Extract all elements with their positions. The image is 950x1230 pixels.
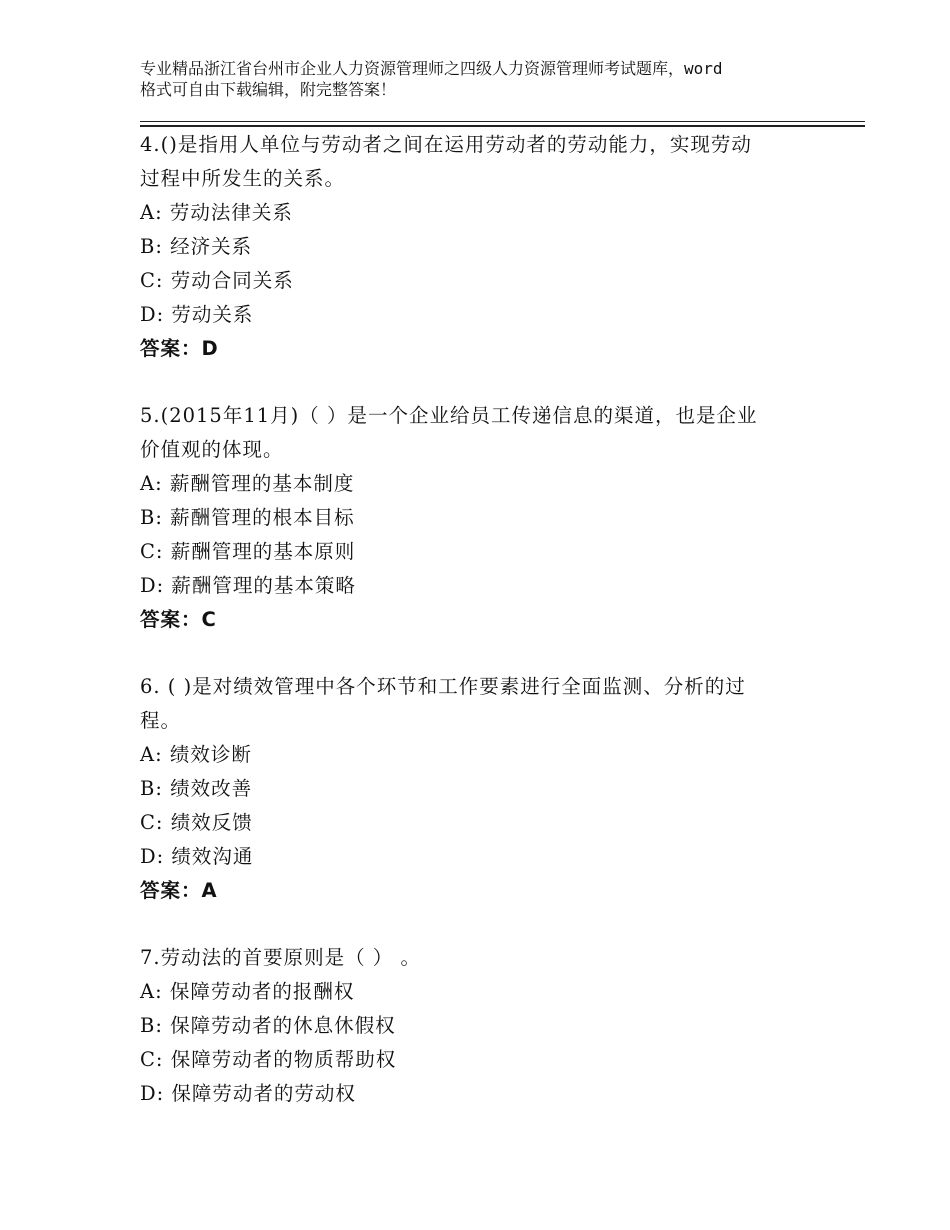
option-b: B: 保障劳动者的休息休假权 [140,1014,396,1037]
header-line-2: 格式可自由下载编辑，附完整答案！ [140,80,397,99]
option-d: D: 劳动关系 [140,303,254,326]
option-c: C: 保障劳动者的物质帮助权 [140,1048,397,1071]
option-a: A: 保障劳动者的报酬权 [140,980,355,1003]
question-6 [140,670,800,908]
answer: 答案：D [140,337,219,360]
option-d: D: 薪酬管理的基本策略 [140,574,356,597]
option-c: C: 劳动合同关系 [140,269,294,292]
option-a: A: 劳动法律关系 [140,201,293,224]
stem-line: 4.()是指用人单位与劳动者之间在运用劳动者的劳动能力，实现劳动 [140,133,752,156]
question-stem [140,128,800,196]
stem-line: 过程中所发生的关系。 [140,167,346,190]
answer: 答案：A [140,879,218,902]
option-c: C: 薪酬管理的基本原则 [140,540,356,563]
question-list [140,128,800,1144]
option-b: B: 经济关系 [140,235,253,258]
question-5 [140,399,800,637]
stem-line: 7.劳动法的首要原则是（ ） 。 [140,946,422,969]
option-b: B: 绩效改善 [140,777,253,800]
stem-line: 价值观的体现。 [140,438,284,461]
option-d: D: 保障劳动者的劳动权 [140,1082,356,1105]
document-header [140,58,830,100]
option-d: D: 绩效沟通 [140,845,254,868]
option-b: B: 薪酬管理的根本目标 [140,506,355,529]
question-7 [140,941,800,1111]
header-rule-thick [140,125,865,127]
option-c: C: 绩效反馈 [140,811,253,834]
question-stem [140,399,800,467]
option-a: A: 薪酬管理的基本制度 [140,472,355,495]
answer: 答案：C [140,608,217,631]
question-4 [140,128,800,366]
option-a: A: 绩效诊断 [140,743,252,766]
stem-line: 程。 [140,709,182,732]
question-stem [140,941,800,975]
header-line-1: 专业精品浙江省台州市企业人力资源管理师之四级人力资源管理师考试题库，word [140,59,723,78]
header-rule-thin [140,121,865,122]
stem-line: 6. ( )是对绩效管理中各个环节和工作要素进行全面监测、分析的过 [140,675,746,698]
question-stem [140,670,800,738]
stem-line: 5.(2015年11月)（ ）是一个企业给员工传递信息的渠道，也是企业 [140,404,758,427]
